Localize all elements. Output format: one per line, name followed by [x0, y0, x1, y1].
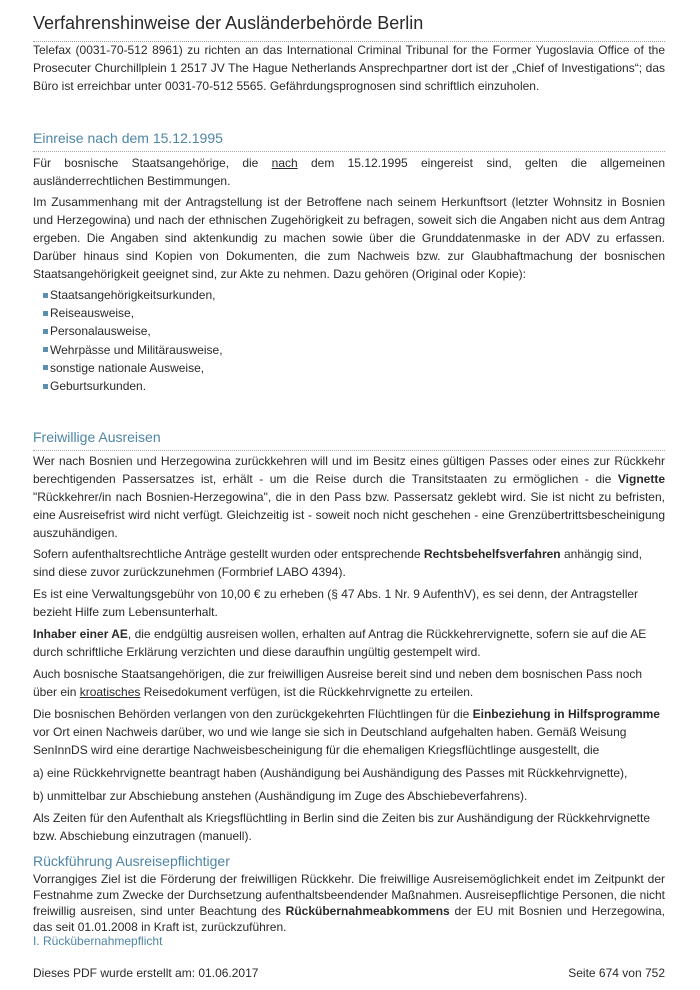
intro-paragraph	[33, 41, 665, 95]
paragraph-einreise-2	[33, 193, 665, 283]
bold-text: Einbeziehung in Hilfsprogramme	[472, 707, 660, 721]
bold-text: Rechtsbehelfsverfahren	[423, 547, 561, 561]
bold-text: Rückübernahmeabkommens	[285, 904, 450, 918]
text-run: Für bosnische Staatsangehörige, die	[33, 156, 272, 170]
text-run: Als Zeiten für den Aufenthalt als Kriegsflüchtling in Berlin sind die Zeiten bis zur Aushändigung der Rückkehrvignette bzw. Abschiebung einzutragen (manuell).	[33, 811, 651, 843]
subheading-rueckuebernahmepflicht: I. Rückübernahmepflicht	[33, 934, 163, 948]
text-run: Telefax (0031-70-512 8961) zu richten an das International Criminal Tribunal for the Former Yugoslavia Office of the Prosecuter Churchillplein 1 2517 JV The Hague Netherlands Ansprechpartner dort ist der „Chief of Investigations“; das Büro ist erreichbar unter 0031-70-512 5565. Gefährdungsprognosen sind schriftlich einzuholen.	[33, 43, 665, 93]
paragraph-ausreise-5	[33, 665, 665, 701]
text-run: Die bosnischen Behörden verlangen von den zurückgekehrten Flüchtlingen für die	[33, 707, 473, 721]
text-run: anhängig sind, sind diese zuvor zurückzunehmen (Formbrief LABO 4394).	[33, 547, 643, 579]
text-run: a) eine Rückkehrvignette beantragt haben (Aushändigung bei Aushändigung des Passes mit Rückkehrvignette),	[33, 766, 628, 780]
paragraph-ausreise-2	[33, 545, 665, 581]
text-run: b) unmittelbar zur Abschiebung anstehen (Aushändigung im Zuge des Abschiebeverfahrens).	[33, 789, 528, 803]
paragraph-ausreise-6	[33, 705, 665, 759]
bullet-icon	[43, 384, 48, 389]
text-run: , die endgültig ausreisen wollen, erhalten auf Antrag die Rückkehrervignette, sofern sie auf die AE durch schriftliche Erklärung verzichten und diese daraufhin ungültig gestempelt wird.	[33, 627, 647, 659]
text-run: Wer nach Bosnien und Herzegowina zurückkehren will und im Besitz eines gültigen Passes oder eines zur Rückkehr berechtigenden Passersatzes ist, erhält - um die Reise durch die Transitstaaten zu ermöglichen - die	[33, 454, 665, 486]
list-item: sonstige nationale Ausweise,	[43, 359, 223, 377]
section-heading-freiwillige-ausreisen: Freiwillige Ausreisen	[33, 428, 665, 451]
list-item: Wehrpässe und Militärausweise,	[43, 341, 223, 359]
document-title: Verfahrenshinweise der Ausländerbehörde Berlin	[33, 12, 665, 42]
paragraph-ausreise-4	[33, 625, 665, 661]
text-run: Im Zusammenhang mit der Antragstellung ist der Betroffene nach seinem Herkunftsort (letzter Wohnsitz in Bosnien und Herzegowina) und nach der ethnischen Zugehörigkeit zu befragen, soweit sich die Angaben nicht aus dem Antrag ergeben. Die Angaben sind aktenkundig zu machen sowie über die Grunddatenmaske in der ADV zu erfassen. Darüber hinaus sind Kopien von Dokumenten, die zum Nachweis bzw. zur Glaubhaftmachung der bosnischen Staatsangehörigkeit geeignet sind, zur Akte zu nehmen. Dazu gehören (Original oder Kopie):	[33, 195, 665, 281]
paragraph-ausreise-1	[33, 452, 665, 542]
section-heading-rueckfuehrung: Rückführung Ausreisepflichtiger	[33, 853, 230, 869]
bullet-icon	[43, 347, 48, 352]
paragraph-ausreise-option-a	[33, 764, 665, 782]
text-run: Sofern aufenthaltsrechtliche Anträge gestellt wurden oder entsprechende	[33, 547, 424, 561]
text-run: dem 15.12.1995 eingereist sind, gelten die allgemeinen ausländerrechtlichen Bestimmungen.	[33, 156, 665, 188]
list-item: Reiseausweise,	[43, 304, 223, 322]
section-heading-einreise: Einreise nach dem 15.12.1995	[33, 129, 665, 152]
bullet-icon	[43, 293, 48, 298]
underlined-text: kroatisches	[79, 685, 141, 699]
bullet-icon	[43, 365, 48, 370]
list-item: Staatsangehörigkeitsurkunden,	[43, 286, 223, 304]
bold-text: Vignette	[617, 472, 665, 486]
bullet-icon	[43, 311, 48, 316]
footer-created-date: Dieses PDF wurde erstellt am: 01.06.2017	[33, 966, 259, 980]
text-run: "Rückkehrer/in nach Bosnien-Herzegowina", die in den Pass bzw. Passersatz geklebt wird. Sie ist nicht zu befristen, eine Ausreisefrist wird nicht verfügt. Gleichzeitig ist - soweit noch nicht geschehen - eine Grenzübertrittsbescheinigung auszuhändigen.	[33, 490, 665, 540]
list-item: Personalausweise,	[43, 322, 223, 340]
paragraph-ausreise-option-b	[33, 787, 665, 805]
text-run: vor Ort einen Nachweis darüber, wo und wie lange sie sich in Deutschland aufgehalten haben. Gemäß Weisung SenInnDS wird eine derartige Nachweisbescheinigung für die ehemaligen Kriegsflüchtlinge ausgestellt, die	[33, 725, 627, 757]
text-run: Vorrangiges Ziel ist die Förderung der freiwilligen Rückkehr. Die freiwillige Ausreisemöglichkeit endet im Zeitpunkt der Festnahme zum Zwecke der Durchsetzung aufenthaltsbeendender Maßnahmen. Ausreisepflichtige Personen, die nicht freiwillig ausreisen, sind unter Beachtung des	[33, 872, 665, 918]
paragraph-einreise-1	[33, 154, 665, 190]
paragraph-rueckfuehrung-1	[33, 871, 665, 935]
paragraph-ausreise-7	[33, 809, 665, 845]
footer-page-number: Seite 674 von 752	[568, 966, 665, 980]
bullet-icon	[43, 329, 48, 334]
document-types-list	[43, 286, 223, 395]
text-run: Es ist eine Verwaltungsgebühr von 10,00 € zu erheben (§ 47 Abs. 1 Nr. 9 AufenthV), es sei denn, der Antragsteller bezieht Hilfe zum Lebensunterhalt.	[33, 587, 639, 619]
paragraph-ausreise-3	[33, 585, 665, 621]
text-run: der EU mit Bosnien und Herzegowina, das seit 01.01.2008 in Kraft ist, zurückzuführen.	[33, 904, 665, 934]
list-item: Geburtsurkunden.	[43, 377, 223, 395]
text-run: Reisedokument verfügen, ist die Rückkehrvignette zu erteilen.	[140, 685, 474, 699]
underlined-text: nach	[271, 156, 298, 170]
bold-text: Inhaber einer AE	[33, 627, 128, 641]
text-run: Auch bosnische Staatsangehörigen, die zur freiwilligen Ausreise bereit sind und neben dem bosnischen Pass noch über ein	[33, 667, 643, 699]
